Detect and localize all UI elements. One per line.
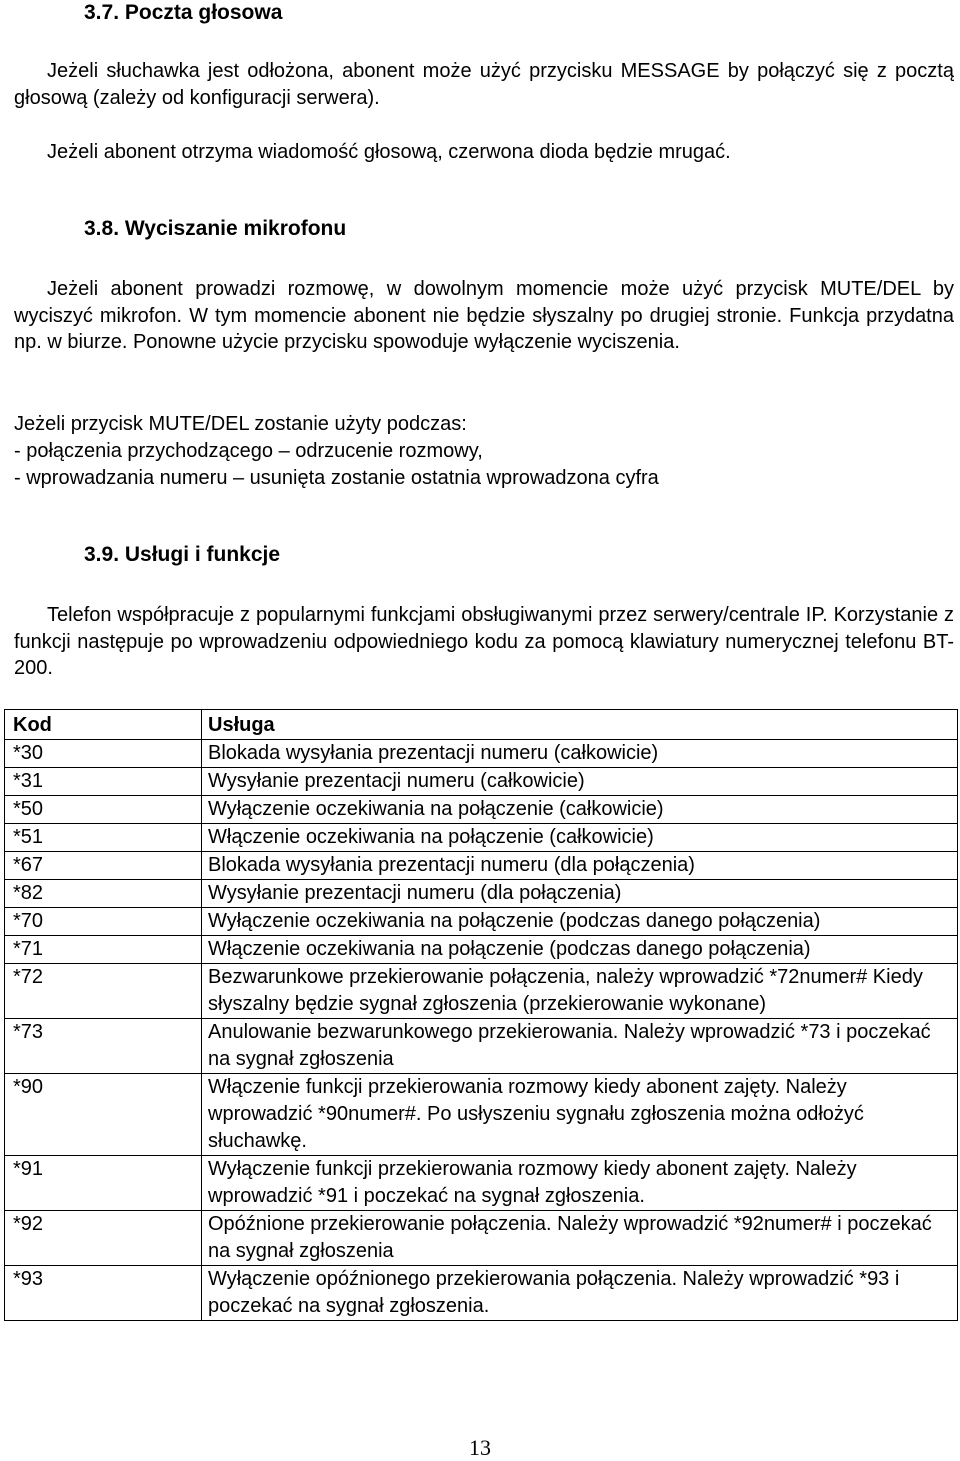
- service-code-cell: *73: [5, 1019, 202, 1074]
- table-row: [5, 1211, 958, 1266]
- table-row: [5, 936, 958, 964]
- table-row: [5, 908, 958, 936]
- table-row: [5, 880, 958, 908]
- table-row: [5, 964, 958, 1019]
- service-description-cell: Włączenie oczekiwania na połączenie (podczas danego połączenia): [202, 936, 958, 964]
- table-row: [5, 796, 958, 824]
- service-description-cell: Bezwarunkowe przekierowanie połączenia, należy wprowadzić *72numer# Kiedy słyszalny będzie sygnał zgłoszenia (przekierowanie wykonane): [202, 964, 958, 1019]
- table-row: [5, 852, 958, 880]
- service-description-cell: Wyłączenie oczekiwania na połączenie (całkowicie): [202, 796, 958, 824]
- service-code-cell: *92: [5, 1211, 202, 1266]
- table-row: [5, 824, 958, 852]
- mute-list-item: - połączenia przychodzącego – odrzucenie rozmowy,: [14, 440, 483, 462]
- service-description-cell: Wyłączenie opóźnionego przekierowania połączenia. Należy wprowadzić *93 i poczekać na sygnał zgłoszenia.: [202, 1266, 958, 1321]
- service-description-cell: Wyłączenie funkcji przekierowania rozmowy kiedy abonent zajęty. Należy wprowadzić *91 i poczekać na sygnał zgłoszenia.: [202, 1156, 958, 1211]
- paragraph-mute-description: Jeżeli abonent prowadzi rozmowę, w dowolnym momencie może użyć przycisk MUTE/DEL by wyciszyć mikrofon. W tym momencie abonent nie będzie słyszalny po drugiej stronie. Funkcja przydatna np. w biurze. Ponowne użycie przycisku spowoduje wyłączenie wyciszenia.: [14, 278, 954, 353]
- service-description-cell: Wysyłanie prezentacji numeru (całkowicie): [202, 768, 958, 796]
- service-code-cell: *71: [5, 936, 202, 964]
- service-description-cell: Włączenie funkcji przekierowania rozmowy kiedy abonent zajęty. Należy wprowadzić *90numer#. Po usłyszeniu sygnału zgłoszenia można odłożyć słuchawkę.: [202, 1074, 958, 1156]
- mute-list-item: - wprowadzania numeru – usunięta zostanie ostatnia wprowadzona cyfra: [14, 467, 659, 489]
- service-code-cell: *82: [5, 880, 202, 908]
- paragraph-voicemail-led: Jeżeli abonent otrzyma wiadomość głosową, czerwona dioda będzie mrugać.: [47, 141, 731, 163]
- service-description-cell: Anulowanie bezwarunkowego przekierowania. Należy wprowadzić *73 i poczekać na sygnał zgłoszenia: [202, 1019, 958, 1074]
- service-code-cell: *50: [5, 796, 202, 824]
- mute-list-intro: Jeżeli przycisk MUTE/DEL zostanie użyty podczas:: [14, 413, 467, 435]
- paragraph-voicemail-button: Jeżeli słuchawka jest odłożona, abonent może użyć przycisku MESSAGE by połączyć się z pocztą głosową (zależy od konfiguracji serwera).: [14, 60, 954, 109]
- service-code-cell: *72: [5, 964, 202, 1019]
- section-heading-3-9: 3.9. Usługi i funkcje: [84, 543, 281, 566]
- table-row: [5, 768, 958, 796]
- service-codes-table: [4, 709, 958, 1321]
- table-row: [5, 740, 958, 768]
- service-description-cell: Wysyłanie prezentacji numeru (dla połączenia): [202, 880, 958, 908]
- service-code-cell: *90: [5, 1074, 202, 1156]
- service-code-cell: *93: [5, 1266, 202, 1321]
- paragraph-services-description: Telefon współpracuje z popularnymi funkcjami obsługiwanymi przez serwery/centrale IP. Korzystanie z funkcji następuje po wprowadzeniu odpowiedniego kodu za pomocą klawiatury numerycznej telefonu BT-200.: [14, 604, 954, 679]
- service-description-cell: Wyłączenie oczekiwania na połączenie (podczas danego połączenia): [202, 908, 958, 936]
- table-row: [5, 1074, 958, 1156]
- service-code-cell: *67: [5, 852, 202, 880]
- service-description-cell: Blokada wysyłania prezentacji numeru (dla połączenia): [202, 852, 958, 880]
- page-number: 13: [469, 1435, 491, 1460]
- service-code-cell: *70: [5, 908, 202, 936]
- section-heading-3-7: 3.7. Poczta głosowa: [84, 1, 283, 24]
- table-header-row: [5, 710, 958, 740]
- service-description-cell: Opóźnione przekierowanie połączenia. Należy wprowadzić *92numer# i poczekać na sygnał zgłoszenia: [202, 1211, 958, 1266]
- table-row: [5, 1156, 958, 1211]
- table-row: [5, 1266, 958, 1321]
- service-codes-table-body: [5, 710, 958, 1321]
- service-code-cell: *30: [5, 740, 202, 768]
- table-row: [5, 1019, 958, 1074]
- service-description-cell: Blokada wysyłania prezentacji numeru (całkowicie): [202, 740, 958, 768]
- service-description-cell: Włączenie oczekiwania na połączenie (całkowicie): [202, 824, 958, 852]
- service-code-cell: *31: [5, 768, 202, 796]
- column-header-code: Kod: [5, 710, 202, 740]
- column-header-service: Usługa: [202, 710, 958, 740]
- section-heading-3-8: 3.8. Wyciszanie mikrofonu: [84, 217, 347, 240]
- service-code-cell: *91: [5, 1156, 202, 1211]
- service-code-cell: *51: [5, 824, 202, 852]
